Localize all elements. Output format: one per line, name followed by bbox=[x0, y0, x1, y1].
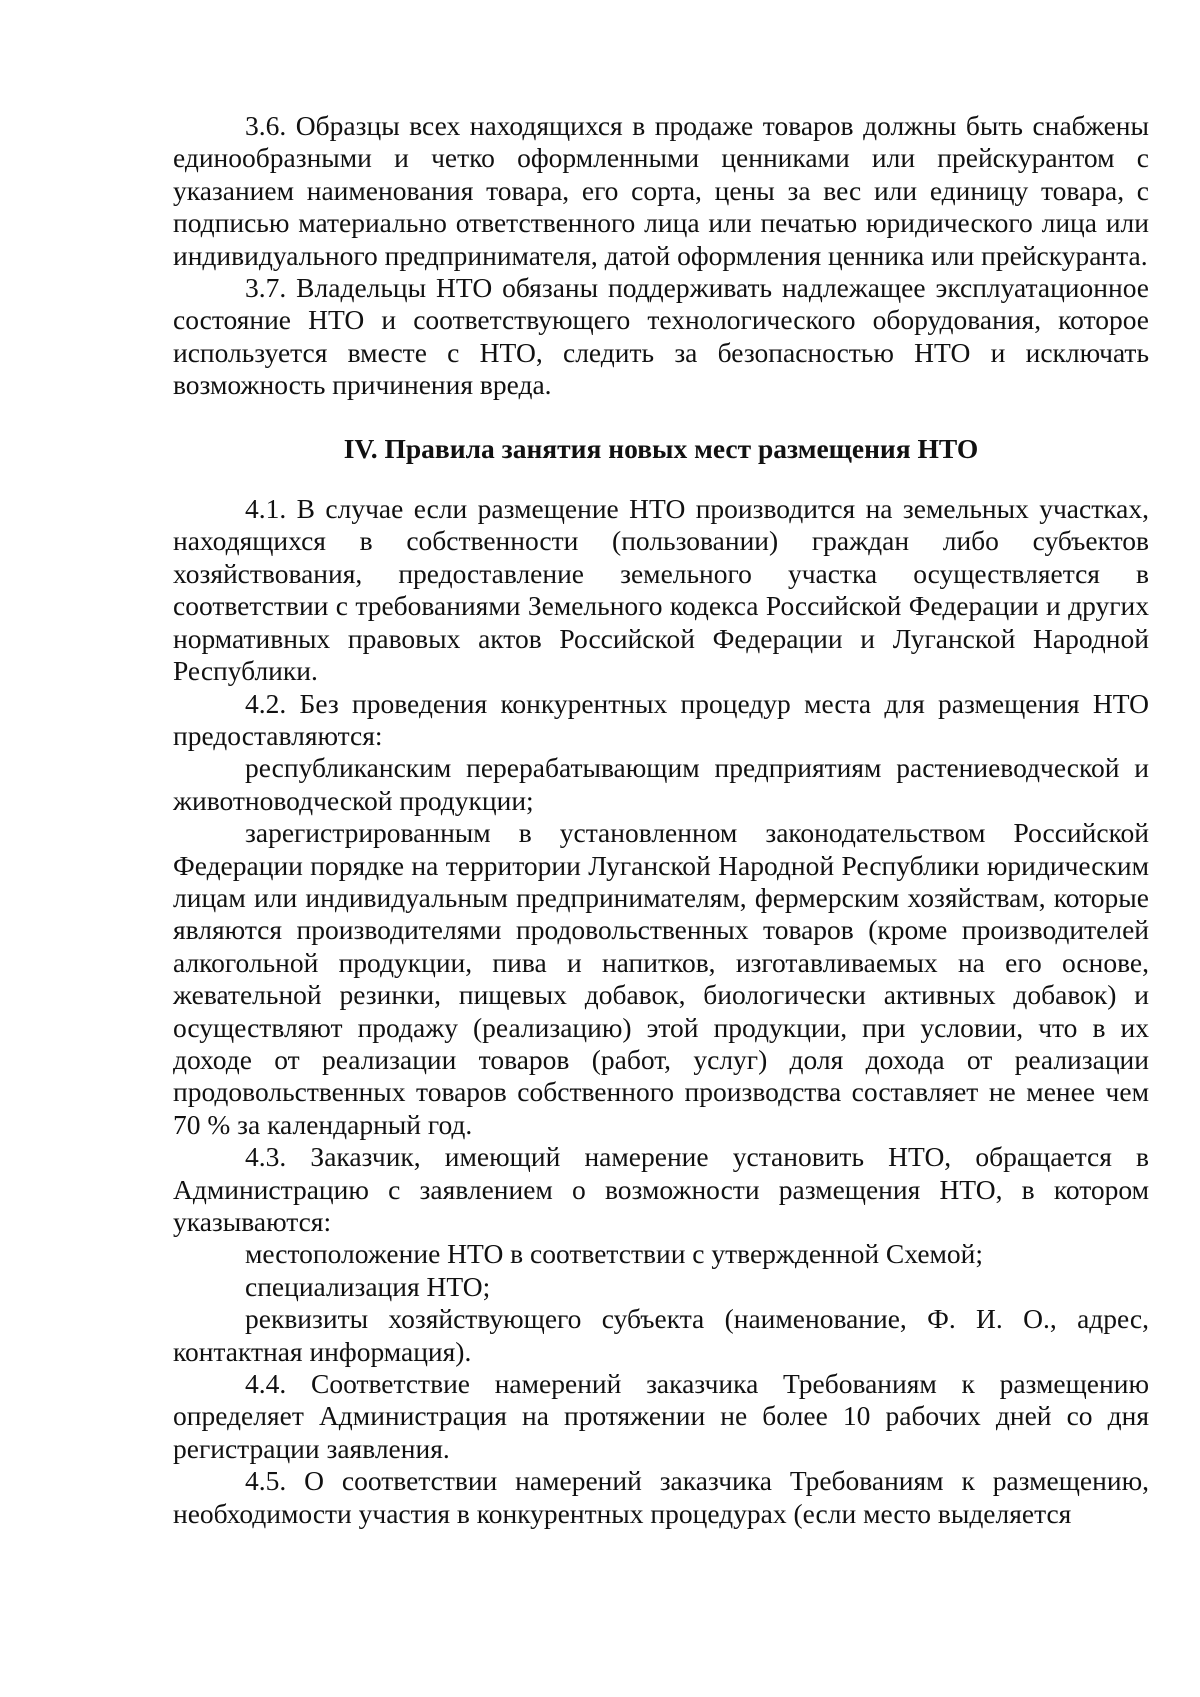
paragraph-4-5: 4.5. О соответствии намерений заказчика Требованиям к размещению, необходимости участия в конкурентных процедурах (если место выделяется bbox=[173, 1465, 1149, 1529]
section-heading: IV. Правила занятия новых мест размещения НТО bbox=[343, 432, 979, 464]
paragraph-4-3: 4.3. Заказчик, имеющий намерение установить НТО, обращается в Администрацию с заявлением о возможности размещения НТО, в котором указываются: bbox=[173, 1141, 1149, 1237]
document-page bbox=[173, 110, 1149, 1530]
list-item-4-3-a: местоположение НТО в соответствии с утвержденной Схемой; bbox=[245, 1238, 984, 1270]
list-item-4-3-c: реквизиты хозяйствующего субъекта (наименование, Ф. И. О., адрес, контактная информация). bbox=[173, 1303, 1149, 1367]
list-item-4-2-b: зарегистрированным в установленном законодательством Российской Федерации порядке на территории Луганской Народной Республики юридическим лицам или индивидуальным предпринимателям, фермерским хозяйствам, которые являются производителями продовольственных товаров (кроме производителей алкогольной продукции, пива и напитков, изготавливаемых на его основе, жевательной резинки, пищевых добавок, биологически активных добавок) и осуществляют продажу (реализацию) этой продукции, при условии, что в их доходе от реализации товаров (работ, услуг) доля дохода от реализации продовольственных товаров собственного производства составляет не менее чем 70 % за календарный год. bbox=[173, 817, 1149, 1140]
paragraph-4-1: 4.1. В случае если размещение НТО производится на земельных участках, находящихся в собственности (пользовании) граждан либо субъектов хозяйствования, предоставление земельного участка осуществляется в соответствии с требованиями Земельного кодекса Российской Федерации и других нормативных правовых актов Российской Федерации и Луганской Народной Республики. bbox=[173, 493, 1149, 687]
list-item-4-2-a: республиканским перерабатывающим предприятиям растениеводческой и животноводческой продукции; bbox=[173, 752, 1149, 816]
paragraph-3-7: 3.7. Владельцы НТО обязаны поддерживать надлежащее эксплуатационное состояние НТО и соответствующего технологического оборудования, которое используется вместе с НТО, следить за безопасностью НТО и исключать возможность причинения вреда. bbox=[173, 272, 1149, 401]
list-item-4-3-b: специализация НТО; bbox=[245, 1270, 491, 1302]
paragraph-4-4: 4.4. Соответствие намерений заказчика Требованиям к размещению определяет Администрация на протяжении не более 10 рабочих дней со дня регистрации заявления. bbox=[173, 1368, 1149, 1464]
paragraph-3-6: 3.6. Образцы всех находящихся в продаже товаров должны быть снабжены единообразными и четко оформленными ценниками или прейскурантом с указанием наименования товара, его сорта, цены за вес или единицу товара, с подписью материально ответственного лица или печатью юридического лица или индивидуального предпринимателя, датой оформления ценника или прейскуранта. bbox=[173, 110, 1149, 271]
paragraph-4-2: 4.2. Без проведения конкурентных процедур места для размещения НТО предоставляются: bbox=[173, 687, 1149, 751]
